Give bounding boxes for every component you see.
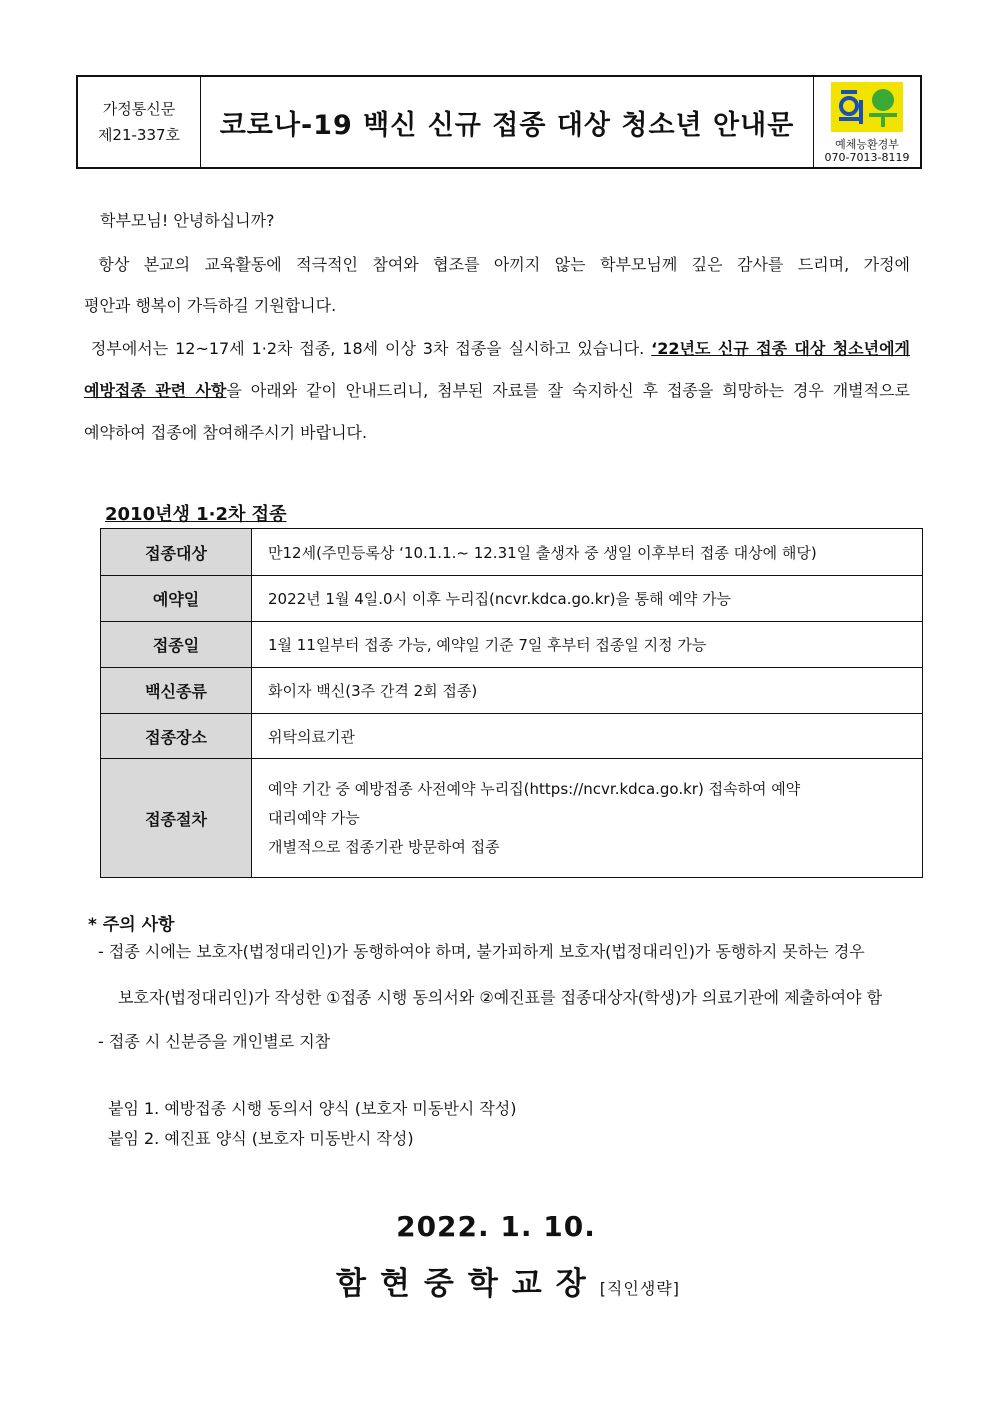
procedure-line: 대리예약 가능 [268,808,360,827]
para2-line3: 예약하여 접종에 참여해주시기 바랍니다. [84,423,368,442]
header-box [76,75,922,169]
table-row [101,529,923,576]
para2-line2 [84,381,910,401]
row-label: 예약일 [101,576,252,622]
row-value: 만12세(주민등록상 ‘10.1.1.~ 12.31일 출생자 중 생일 이후부터 접종 대상에 해당) [252,529,923,576]
procedure-line: 개별적으로 접종기관 방문하여 접종 [268,837,500,856]
greeting: 학부모님! 안녕하십니까? [100,211,275,230]
row-value: 1월 11일부터 접종 가능, 예약일 기준 7일 후부터 접종일 지정 가능 [252,622,923,668]
table-row [101,622,923,668]
row-value: 위탁의료기관 [252,714,923,759]
row-label: 접종장소 [101,714,252,759]
seal-note: [직인생략] [599,1279,680,1298]
note-item-1-line2: 보호자(법정대리인)가 작성한 ①접종 시행 동의서와 ②예진표를 접종대상자(학생)가 의료기관에 제출하여야 함 [118,988,883,1007]
vaccination-info-table [100,528,923,878]
table-row [101,714,923,759]
para1-line1 [84,255,910,275]
issue-date: 2022. 1. 10. [396,1210,596,1243]
section-title: 2010년생 1·2차 접종 [105,504,287,525]
attachment-1: 붙임 1. 예방접종 시행 동의서 양식 (보호자 미동반시 작성) [108,1099,517,1118]
para1-line2: 평안과 행복이 가득하길 기원합니다. [84,296,337,315]
table-row [101,759,923,878]
procedure-line: 예약 기간 중 예방접종 사전예약 누리집(https://ncvr.kdca.go.kr) 접속하여 예약 [268,779,801,798]
table-row [101,576,923,622]
para2-line2-text: 을 아래와 같이 안내드리니, 첨부된 자료를 잘 숙지하신 후 접종을 희망하는 경우 개별적으로 [226,381,910,400]
row-label: 백신종류 [101,668,252,714]
para1-line1-text: 항상 본교의 교육활동에 적극적인 참여와 협조를 아끼지 않는 학부모님께 깊은 감사를 드리며, 가정에 [98,255,910,274]
row-label: 접종대상 [101,529,252,576]
row-value-multiline [252,759,923,878]
doc-number: 제21-337호 [97,126,181,144]
para2-line1-text: 정부에서는 12~17세 1·2차 접종, 18세 이상 3차 접종을 실시하고 있습니다. [90,339,652,358]
note-item-2: - 접종 시 신분증을 개인별로 지참 [98,1032,331,1051]
doc-info [78,77,201,167]
signature-line [336,1258,680,1303]
para2-highlight-2: 예방접종 관련 사항 [84,381,227,400]
doc-type: 가정통신문 [102,100,176,118]
attachment-2: 붙임 2. 예진표 양식 (보호자 미동반시 작성) [108,1129,414,1148]
notes-title: * 주의 사항 [88,915,175,935]
school-logo-icon [831,82,903,132]
para2-highlight-1: ‘22년도 신규 접종 대상 청소년에게 [651,339,910,358]
row-value: 화이자 백신(3주 간격 2회 접종) [252,668,923,714]
note-item-1-line1: - 접종 시에는 보호자(법정대리인)가 동행하여야 하며, 불가피하게 보호자(법정대리인)가 동행하지 못하는 경우 [98,942,865,961]
page-title: 코로나-19 백신 신규 접종 대상 청소년 안내문 [219,109,795,141]
school-logo-box [813,77,920,167]
school-head: 함현중학교장 [336,1266,600,1302]
phone-number: 070-7013-8119 [824,151,910,164]
row-label: 접종일 [101,622,252,668]
table-row [101,668,923,714]
department: 예체능환경부 [835,138,899,151]
row-value: 2022년 1월 4일.0시 이후 누리집(ncvr.kdca.go.kr)을 통해 예약 가능 [252,576,923,622]
para2-line1 [84,339,910,359]
row-label: 접종절차 [101,759,252,878]
